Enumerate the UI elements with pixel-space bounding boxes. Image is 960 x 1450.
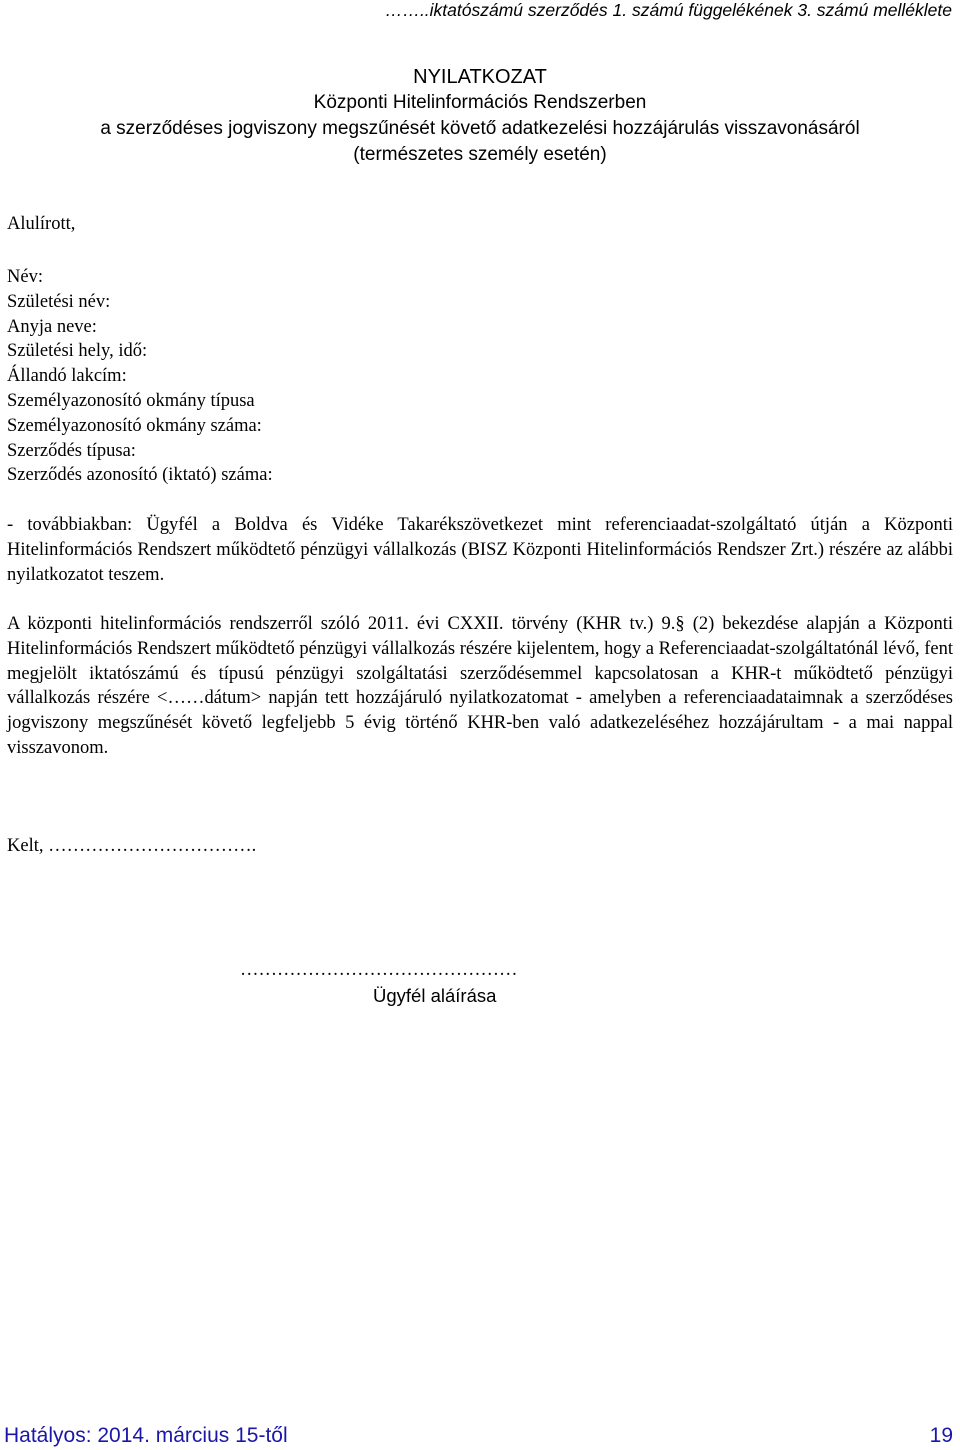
declaration-paragraph-2: A központi hitelinformációs rendszerről szóló 2011. évi CXXII. törvény (KHR tv.) 9.§ (2) bekezdése alapján a Központi Hitelinformációs Rendszert működtető pénzügyi vállalkozás részére kijelentem, hogy a Referenciaadat-szolgáltatónál lévő, fent megjelölt iktatószámú és típusú pénzügyi szolgáltatási szerződésemmel kapcsolatosan a KHR-t működtető pénzügyi vállalkozás részére <……dátum> napján tett hozzájáruló nyilatkozatomat - amelyben a referenciaadataimnak a szerződéses jogviszony megszűnését követő legfeljebb 5 évig történő KHR-ben való adatkezeléséhez hozzájárultam - a mai nappal visszavonom.: [7, 614, 953, 758]
field-birth-place-date: Születési hely, idő:: [7, 341, 148, 362]
field-mother-name: Anyja neve:: [7, 316, 97, 337]
effective-date-footer: Hatályos: 2014. március 15-től: [4, 1424, 288, 1447]
field-id-number: Személyazonosító okmány száma:: [7, 415, 262, 436]
date-place-line: Kelt, …………………………….: [7, 836, 257, 856]
field-address: Állandó lakcím:: [7, 366, 127, 387]
document-subtitle-subject: a szerződéses jogviszony megszűnését követő adatkezelési hozzájárulás visszavonásáról: [100, 118, 860, 139]
field-birth-name: Születési név:: [7, 291, 111, 312]
intro-text: Alulírott,: [7, 214, 76, 234]
document-subtitle-system: Központi Hitelinformációs Rendszerben: [313, 92, 647, 113]
field-contract-id: Szerződés azonosító (iktató) száma:: [7, 465, 273, 486]
declaration-paragraph-1: - továbbiakban: Ügyfél a Boldva és Vidéke Takarékszövetkezet mint referenciaadat-szolgáltató útján a Központi Hitelinformációs Rendszert működtető pénzügyi vállalkozás (BISZ Központi Hitelinformációs Rendszer Zrt.) részére az alábbi nyilatkozatot teszem.: [7, 515, 953, 585]
appendix-reference-note: ……..iktatószámú szerződés 1. számú függelékének 3. számú melléklete: [384, 0, 952, 20]
document-subtitle-scope: (természetes személy esetén): [353, 144, 607, 165]
page-number: 19: [929, 1424, 953, 1447]
field-contract-type: Szerződés típusa:: [7, 440, 136, 461]
signature-label: Ügyfél aláírása: [373, 985, 497, 1006]
document-title-block: [0, 64, 960, 168]
personal-data-fields: [7, 265, 273, 488]
document-title: NYILATKOZAT: [413, 66, 547, 88]
field-name: Név:: [7, 267, 43, 287]
field-id-type: Személyazonosító okmány típusa: [7, 390, 255, 411]
signature-line: ………………………………………: [240, 960, 518, 980]
